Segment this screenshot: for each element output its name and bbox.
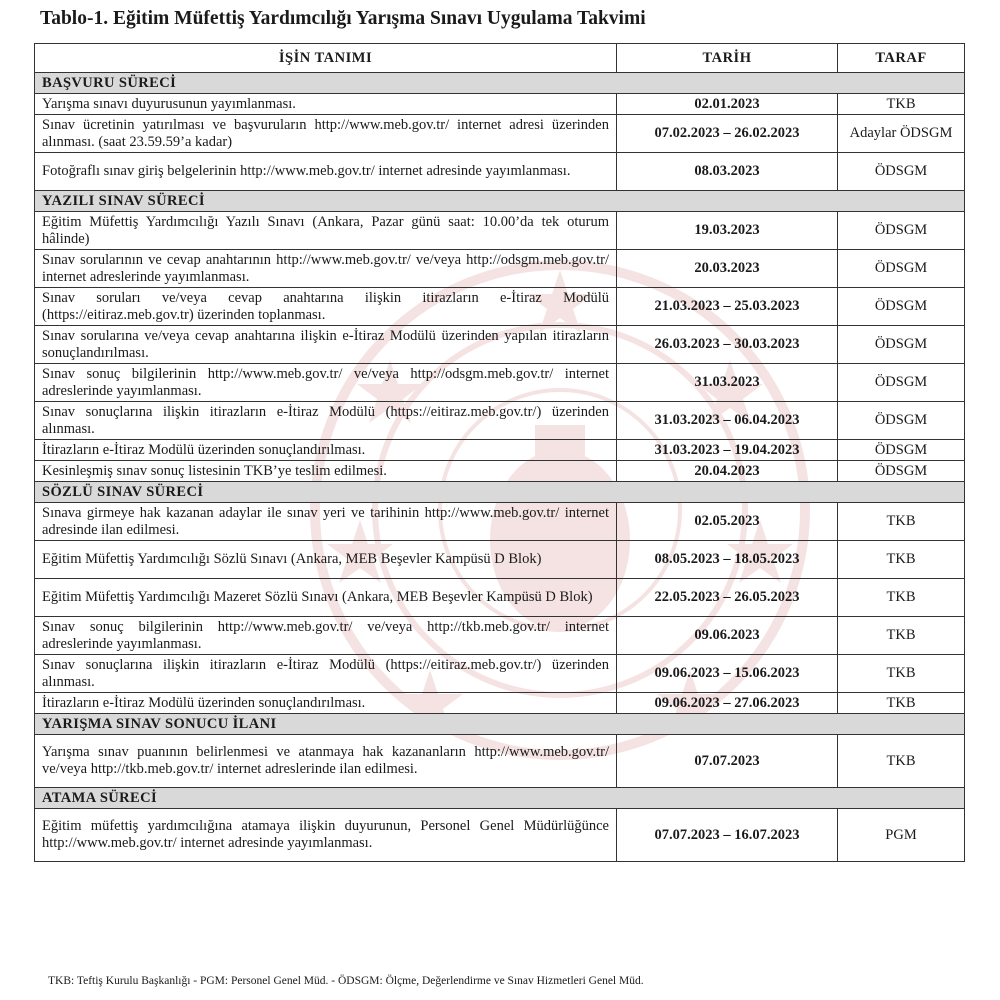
task-description: Sınav sonuç bilgilerinin http://www.meb.gov.tr/ ve/veya http://odsgm.meb.gov.tr/ internet adreslerinde yayımlanması. — [35, 364, 617, 402]
date-cell: 22.05.2023 – 26.05.2023 — [617, 579, 838, 617]
task-description: Eğitim Müfettiş Yardımcılığı Yazılı Sınavı (Ankara, Pazar günü saat: 10.00’da tek oturum hâlinde) — [35, 212, 617, 250]
party-cell: TKB — [838, 94, 965, 115]
task-description: Yarışma sınav puanının belirlenmesi ve atanmaya hak kazananların http://www.meb.gov.tr/ ve/veya http://tkb.meb.gov.tr/ internet adreslerinde ilan edilmesi. — [35, 735, 617, 788]
section-title: BAŞVURU SÜRECİ — [35, 73, 965, 94]
task-description: Eğitim Müfettiş Yardımcılığı Mazeret Sözlü Sınavı (Ankara, MEB Beşevler Kampüsü D Blok) — [35, 579, 617, 617]
section-title: YARIŞMA SINAV SONUCU İLANI — [35, 714, 965, 735]
party-cell: ÖDSGM — [838, 364, 965, 402]
section-row — [35, 714, 965, 735]
section-title: SÖZLÜ SINAV SÜRECİ — [35, 482, 965, 503]
party-cell: ÖDSGM — [838, 212, 965, 250]
party-cell: ÖDSGM — [838, 250, 965, 288]
party-cell: PGM — [838, 809, 965, 862]
date-cell: 07.02.2023 – 26.02.2023 — [617, 115, 838, 153]
party-cell: ÖDSGM — [838, 326, 965, 364]
party-cell: ÖDSGM — [838, 440, 965, 461]
party-cell: TKB — [838, 617, 965, 655]
party-cell: ÖDSGM — [838, 402, 965, 440]
abbreviations-footnote: TKB: Teftiş Kurulu Başkanlığı - PGM: Personel Genel Müd. - ÖDSGM: Ölçme, Değerlendirme ve Sınav Hizmetleri Genel Müd. — [48, 975, 644, 987]
header-task: İŞİN TANIMI — [35, 44, 617, 73]
party-cell: TKB — [838, 735, 965, 788]
task-description: Sınav sorularına ve/veya cevap anahtarına ilişkin e-İtiraz Modülü üzerinden yapılan itirazların sonuçlandırılması. — [35, 326, 617, 364]
date-cell: 31.03.2023 – 06.04.2023 — [617, 402, 838, 440]
task-description: Eğitim müfettiş yardımcılığına atamaya ilişkin duyurunun, Personel Genel Müdürlüğünce http://www.meb.gov.tr/ internet adresinde yayımlanması. — [35, 809, 617, 862]
task-description: Fotoğraflı sınav giriş belgelerinin http://www.meb.gov.tr/ internet adresinde yayımlanması. — [35, 153, 617, 191]
task-description: Eğitim Müfettiş Yardımcılığı Sözlü Sınavı (Ankara, MEB Beşevler Kampüsü D Blok) — [35, 541, 617, 579]
date-cell: 09.06.2023 — [617, 617, 838, 655]
party-cell: Adaylar ÖDSGM — [838, 115, 965, 153]
table-row — [35, 326, 965, 364]
table-title: Tablo-1. Eğitim Müfettiş Yardımcılığı Yarışma Sınavı Uygulama Takvimi — [40, 8, 646, 29]
table-row — [35, 735, 965, 788]
section-row — [35, 482, 965, 503]
date-cell: 09.06.2023 – 27.06.2023 — [617, 693, 838, 714]
date-cell: 02.05.2023 — [617, 503, 838, 541]
party-cell: ÖDSGM — [838, 153, 965, 191]
header-date: TARİH — [617, 44, 838, 73]
task-description: Sınav ücretinin yatırılması ve başvuruların http://www.meb.gov.tr/ internet adresi üzerinden alınması. (saat 23.59.59’a kadar) — [35, 115, 617, 153]
table-row — [35, 461, 965, 482]
table-row — [35, 402, 965, 440]
date-cell: 08.03.2023 — [617, 153, 838, 191]
date-cell: 02.01.2023 — [617, 94, 838, 115]
task-description: Kesinleşmiş sınav sonuç listesinin TKB’ye teslim edilmesi. — [35, 461, 617, 482]
table-body — [35, 73, 965, 862]
task-description: Sınav soruları ve/veya cevap anahtarına ilişkin itirazların e-İtiraz Modülü (https://eitiraz.meb.gov.tr) üzerinden toplanması. — [35, 288, 617, 326]
date-cell: 07.07.2023 – 16.07.2023 — [617, 809, 838, 862]
party-cell: TKB — [838, 579, 965, 617]
table-row — [35, 655, 965, 693]
table-row — [35, 364, 965, 402]
section-row — [35, 788, 965, 809]
exam-calendar-table — [34, 43, 965, 862]
table-row — [35, 288, 965, 326]
section-row — [35, 191, 965, 212]
party-cell: ÖDSGM — [838, 288, 965, 326]
date-cell: 08.05.2023 – 18.05.2023 — [617, 541, 838, 579]
task-description: Sınav sonuç bilgilerinin http://www.meb.gov.tr/ ve/veya http://tkb.meb.gov.tr/ internet adreslerinde yayımlanması. — [35, 617, 617, 655]
table-row — [35, 153, 965, 191]
table-row — [35, 250, 965, 288]
table-row — [35, 94, 965, 115]
task-description: Sınav sonuçlarına ilişkin itirazların e-İtiraz Modülü (https://eitiraz.meb.gov.tr/) üzerinden alınması. — [35, 402, 617, 440]
table-row — [35, 503, 965, 541]
date-cell: 20.04.2023 — [617, 461, 838, 482]
table-row — [35, 212, 965, 250]
task-description: Sınav sorularının ve cevap anahtarının http://www.meb.gov.tr/ ve/veya http://odsgm.meb.gov.tr/ internet adreslerinde yayımlanması. — [35, 250, 617, 288]
party-cell: TKB — [838, 503, 965, 541]
task-description: Sınav sonuçlarına ilişkin itirazların e-İtiraz Modülü (https://eitiraz.meb.gov.tr/) üzerinden alınması. — [35, 655, 617, 693]
task-description: İtirazların e-İtiraz Modülü üzerinden sonuçlandırılması. — [35, 440, 617, 461]
table-row — [35, 809, 965, 862]
party-cell: TKB — [838, 541, 965, 579]
table-row — [35, 541, 965, 579]
date-cell: 21.03.2023 – 25.03.2023 — [617, 288, 838, 326]
date-cell: 09.06.2023 – 15.06.2023 — [617, 655, 838, 693]
party-cell: ÖDSGM — [838, 461, 965, 482]
date-cell: 31.03.2023 — [617, 364, 838, 402]
header-row — [35, 44, 965, 73]
date-cell: 31.03.2023 – 19.04.2023 — [617, 440, 838, 461]
header-party: TARAF — [838, 44, 965, 73]
date-cell: 26.03.2023 – 30.03.2023 — [617, 326, 838, 364]
table-row — [35, 440, 965, 461]
date-cell: 19.03.2023 — [617, 212, 838, 250]
table-row — [35, 693, 965, 714]
date-cell: 20.03.2023 — [617, 250, 838, 288]
table-row — [35, 579, 965, 617]
section-row — [35, 73, 965, 94]
task-description: Yarışma sınavı duyurusunun yayımlanması. — [35, 94, 617, 115]
task-description: İtirazların e-İtiraz Modülü üzerinden sonuçlandırılması. — [35, 693, 617, 714]
date-cell: 07.07.2023 — [617, 735, 838, 788]
table-row — [35, 115, 965, 153]
task-description: Sınava girmeye hak kazanan adaylar ile sınav yeri ve tarihinin http://www.meb.gov.tr/ internet adresinde ilan edilmesi. — [35, 503, 617, 541]
party-cell: TKB — [838, 655, 965, 693]
section-title: ATAMA SÜRECİ — [35, 788, 965, 809]
table-row — [35, 617, 965, 655]
section-title: YAZILI SINAV SÜRECİ — [35, 191, 965, 212]
party-cell: TKB — [838, 693, 965, 714]
